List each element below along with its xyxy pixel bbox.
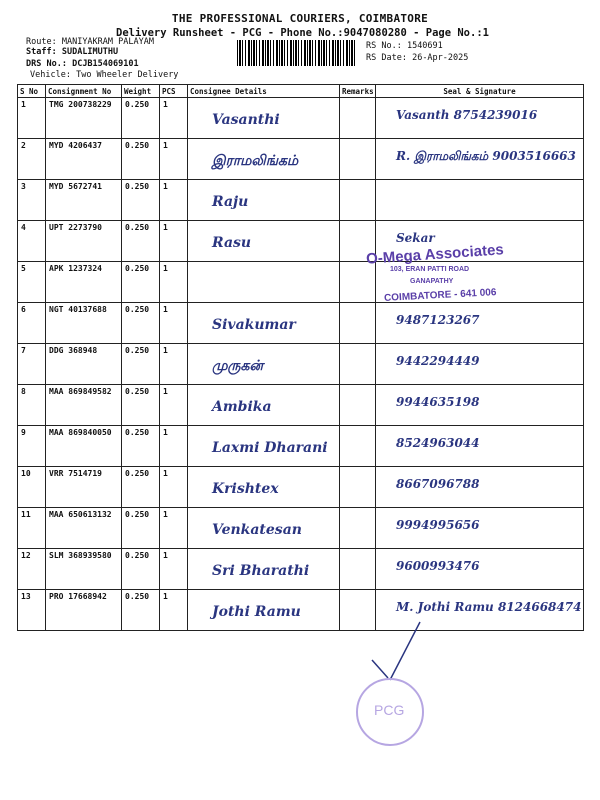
row-consignment-no: SLM 368939580	[46, 549, 122, 590]
barcode-image	[237, 40, 357, 66]
row-weight: 0.250	[122, 508, 160, 549]
staff-value: SUDALIMUTHU	[61, 47, 119, 57]
row-consignment-no: MYD 4206437	[46, 139, 122, 180]
row-consignee	[188, 508, 340, 549]
row-consignee	[188, 221, 340, 262]
row-weight: 0.250	[122, 590, 160, 631]
table-row	[18, 426, 584, 467]
stamp-city: COIMBATORE - 641 006	[383, 287, 497, 304]
row-consignee	[188, 139, 340, 180]
row-weight: 0.250	[122, 262, 160, 303]
row-sno: 13	[18, 590, 46, 631]
table-row	[18, 508, 584, 549]
col-pcs: PCS	[160, 85, 188, 98]
drs-value: DCJB154069101	[72, 59, 139, 69]
consignee-handwriting: இராமலிங்கம்	[212, 153, 299, 169]
col-consignee: Consignee Details	[188, 85, 340, 98]
row-pcs: 1	[160, 98, 188, 139]
consignee-handwriting: Sivakumar	[212, 317, 296, 333]
row-weight: 0.250	[122, 221, 160, 262]
row-remarks	[340, 426, 376, 467]
row-remarks	[340, 139, 376, 180]
row-pcs: 1	[160, 590, 188, 631]
row-remarks	[340, 262, 376, 303]
row-consignment-no: MAA 869849582	[46, 385, 122, 426]
row-sno: 1	[18, 98, 46, 139]
stamp-area: GANAPATHY	[410, 278, 454, 285]
row-remarks	[340, 549, 376, 590]
row-sno: 3	[18, 180, 46, 221]
signature-handwriting: 9994995656	[396, 518, 480, 532]
signature-handwriting: Sekar	[396, 231, 435, 245]
consignee-handwriting: Laxmi Dharani	[212, 440, 328, 456]
row-weight: 0.250	[122, 98, 160, 139]
row-consignee	[188, 467, 340, 508]
consignee-handwriting: Vasanthi	[212, 112, 280, 128]
row-signature	[376, 180, 584, 221]
signature-handwriting: 9442294449	[396, 354, 480, 368]
table-row	[18, 262, 584, 303]
row-consignment-no: MAA 650613132	[46, 508, 122, 549]
table-row	[18, 344, 584, 385]
row-remarks	[340, 344, 376, 385]
row-signature	[376, 303, 584, 344]
row-sno: 12	[18, 549, 46, 590]
signature-handwriting: 8524963044	[396, 436, 480, 450]
row-weight: 0.250	[122, 180, 160, 221]
row-consignment-no: VRR 7514719	[46, 467, 122, 508]
consignee-handwriting: Jothi Ramu	[212, 604, 301, 620]
table-row	[18, 385, 584, 426]
row-consignee	[188, 344, 340, 385]
row-weight: 0.250	[122, 139, 160, 180]
row-remarks	[340, 180, 376, 221]
row-signature	[376, 344, 584, 385]
row-pcs: 1	[160, 303, 188, 344]
row-remarks	[340, 467, 376, 508]
row-sno: 6	[18, 303, 46, 344]
vehicle-line: Vehicle: Two Wheeler Delivery	[30, 70, 179, 80]
row-consignment-no: MAA 869840050	[46, 426, 122, 467]
consignee-handwriting: Ambika	[212, 399, 272, 415]
row-remarks	[340, 508, 376, 549]
vehicle-value: Two Wheeler Delivery	[76, 70, 179, 80]
row-weight: 0.250	[122, 426, 160, 467]
row-sno: 10	[18, 467, 46, 508]
row-sno: 7	[18, 344, 46, 385]
col-seal: Seal & Signature	[376, 85, 584, 98]
stamp-title: O-Mega Associates	[365, 241, 505, 268]
col-sno: S No	[18, 85, 46, 98]
row-pcs: 1	[160, 344, 188, 385]
row-signature	[376, 139, 584, 180]
row-signature	[376, 549, 584, 590]
table-row	[18, 98, 584, 139]
row-weight: 0.250	[122, 467, 160, 508]
rs-date-value: 26-Apr-2025	[412, 53, 469, 63]
row-consignee	[188, 98, 340, 139]
row-weight: 0.250	[122, 549, 160, 590]
pcg-seal-stamp	[356, 678, 424, 746]
row-consignment-no: NGT 40137688	[46, 303, 122, 344]
row-remarks	[340, 303, 376, 344]
row-signature	[376, 98, 584, 139]
staff-line: Staff: SUDALIMUTHU	[26, 47, 119, 57]
row-consignment-no: DDG 368948	[46, 344, 122, 385]
table-row	[18, 303, 584, 344]
row-consignment-no: TMG 200738229	[46, 98, 122, 139]
signature-handwriting: 9600993476	[396, 559, 480, 573]
table-row	[18, 467, 584, 508]
row-sno: 8	[18, 385, 46, 426]
row-remarks	[340, 98, 376, 139]
row-weight: 0.250	[122, 344, 160, 385]
row-weight: 0.250	[122, 303, 160, 344]
drs-line: DRS No.: DCJB154069101	[26, 59, 139, 69]
row-pcs: 1	[160, 508, 188, 549]
row-consignee	[188, 262, 340, 303]
seal-text: PCG	[374, 702, 405, 718]
stamp-address: 103, ERAN PATTI ROAD	[390, 266, 470, 273]
consignee-handwriting: Raju	[212, 194, 249, 210]
signature-handwriting: 9944635198	[396, 395, 480, 409]
row-consignee	[188, 549, 340, 590]
row-signature	[376, 467, 584, 508]
row-pcs: 1	[160, 262, 188, 303]
consignee-handwriting: Krishtex	[212, 481, 279, 497]
row-consignment-no: UPT 2273790	[46, 221, 122, 262]
table-header-row	[18, 85, 584, 98]
signature-handwriting: 9487123267	[396, 313, 480, 327]
rs-no-value: 1540691	[406, 41, 443, 51]
company-title: THE PROFESSIONAL COURIERS, COIMBATORE	[171, 12, 429, 25]
row-consignee	[188, 303, 340, 344]
consignee-handwriting: Rasu	[212, 235, 252, 251]
row-pcs: 1	[160, 180, 188, 221]
signature-handwriting: 8667096788	[396, 477, 480, 491]
col-weight: Weight	[122, 85, 160, 98]
row-sno: 11	[18, 508, 46, 549]
col-remarks: Remarks	[340, 85, 376, 98]
consignee-handwriting: Venkatesan	[212, 522, 302, 538]
signature-handwriting: M. Jothi Ramu 8124668474	[396, 600, 582, 614]
col-consignment: Consignment No	[46, 85, 122, 98]
row-signature	[376, 508, 584, 549]
signature-handwriting: R. இராமலிங்கம் 9003516663	[396, 149, 576, 163]
runsheet-table	[17, 84, 584, 631]
row-weight: 0.250	[122, 385, 160, 426]
rs-date-line: RS Date: 26-Apr-2025	[366, 53, 469, 63]
row-pcs: 1	[160, 426, 188, 467]
row-consignee	[188, 180, 340, 221]
route-line: Route: MANIYAKRAM PALAYAM	[26, 37, 154, 47]
row-sno: 9	[18, 426, 46, 467]
row-signature	[376, 426, 584, 467]
table-row	[18, 590, 584, 631]
row-pcs: 1	[160, 385, 188, 426]
row-consignee	[188, 426, 340, 467]
row-consignment-no: PRO 17668942	[46, 590, 122, 631]
signature-handwriting: Vasanth 8754239016	[396, 108, 538, 122]
runsheet-subtitle: Delivery Runsheet - PCG - Phone No.:9047080280 - Page No.:1	[116, 27, 489, 39]
row-remarks	[340, 385, 376, 426]
rs-no-line: RS No.: 1540691	[366, 41, 443, 51]
row-consignment-no: APK 1237324	[46, 262, 122, 303]
row-consignee	[188, 590, 340, 631]
row-pcs: 1	[160, 467, 188, 508]
route-value: MANIYAKRAM PALAYAM	[61, 37, 154, 47]
row-pcs: 1	[160, 139, 188, 180]
row-sno: 2	[18, 139, 46, 180]
table-row	[18, 139, 584, 180]
row-sno: 5	[18, 262, 46, 303]
row-pcs: 1	[160, 221, 188, 262]
table-row	[18, 549, 584, 590]
consignee-handwriting: முருகன்	[212, 358, 264, 374]
row-consignee	[188, 385, 340, 426]
row-pcs: 1	[160, 549, 188, 590]
row-signature	[376, 385, 584, 426]
row-sno: 4	[18, 221, 46, 262]
row-consignment-no: MYD 5672741	[46, 180, 122, 221]
consignee-handwriting: Sri Bharathi	[212, 563, 310, 579]
table-row	[18, 180, 584, 221]
